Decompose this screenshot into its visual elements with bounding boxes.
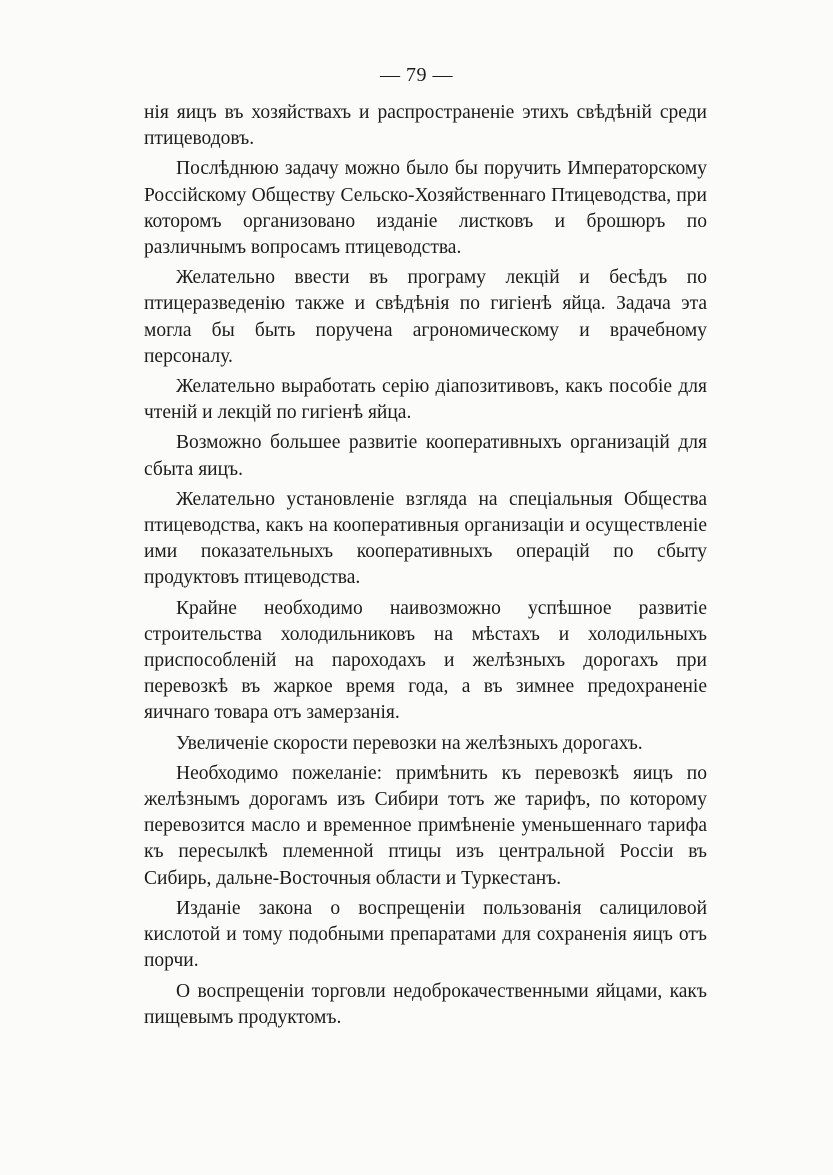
paragraph-tariff: Необходимо пожеланіе: примѣнить къ перевозкѣ яицъ по желѣзнымъ дорогамъ изъ Сибири тотъ же тарифъ, по которому перевозится масло и временное примѣненіе уменьшеннаго тарифа къ пересылкѣ племенной птицы изъ центральной Россіи въ Сибирь, дальне-Восточныя области и Туркестанъ. (144, 762, 707, 889)
paragraph-society-brochures: Послѣднюю задачу можно было бы поручить Императорскому Россійскому Обществу Сельско-Хозяйственнаго Птицеводства, при которомъ организовано изданіе листковъ и брошюръ по различнымъ вопросамъ птицеводства. (144, 158, 707, 259)
paragraph-salicylic-law: Изданіе закона о воспрещеніи пользованія салициловой кислотой и тому подобными препаратами для сохраненія яицъ отъ порчи. (144, 897, 707, 972)
paragraph-continuation: нія яицъ въ хозяйствахъ и распространеніе этихъ свѣдѣній среди птицеводовъ. (144, 102, 707, 150)
paragraph-egg-hygiene-lectures: Желательно ввести въ програму лекцій и бесѣдъ по птицеразведенію также и свѣдѣнія по гигіенѣ яйца. Задача эта могла бы быть поручена агрономическому и врачебному персоналу. (144, 267, 707, 367)
paragraph-bad-eggs-trade: О воспрещеніи торговли недоброкачественными яйцами, какъ пищевымъ продуктомъ. (144, 980, 707, 1028)
page-number: — 79 — (380, 64, 453, 86)
paragraph-refrigeration: Крайне необходимо наивозможно успѣшное развитіе строительства холодильниковъ на мѣстахъ и холодильныхъ приспособленій на пароходахъ и желѣзныхъ дорогахъ при перевозкѣ въ жаркое время года, а въ зимнее предохраненіе яичнаго товара отъ замерзанія. (144, 597, 707, 724)
paragraph-poultry-societies: Желательно установленіе взгляда на спеціальныя Общества птицеводства, какъ на кооперативныя организаціи и осуществленіе ими показательныхъ кооперативныхъ операцій по сбыту продуктовъ птицеводства. (144, 488, 707, 589)
paragraph-cooperatives: Возможно большее развитіе кооперативныхъ организацій для сбыта яицъ. (144, 432, 707, 480)
paragraph-railway-speed: Увеличеніе скорости перевозки на желѣзныхъ дорогахъ. (176, 732, 643, 754)
paragraph-slides-series: Желательно выработать серію діапозитивовъ, какъ пособіе для чтеній и лекцій по гигіенѣ яйца. (144, 376, 707, 424)
body-text (144, 100, 707, 1035)
